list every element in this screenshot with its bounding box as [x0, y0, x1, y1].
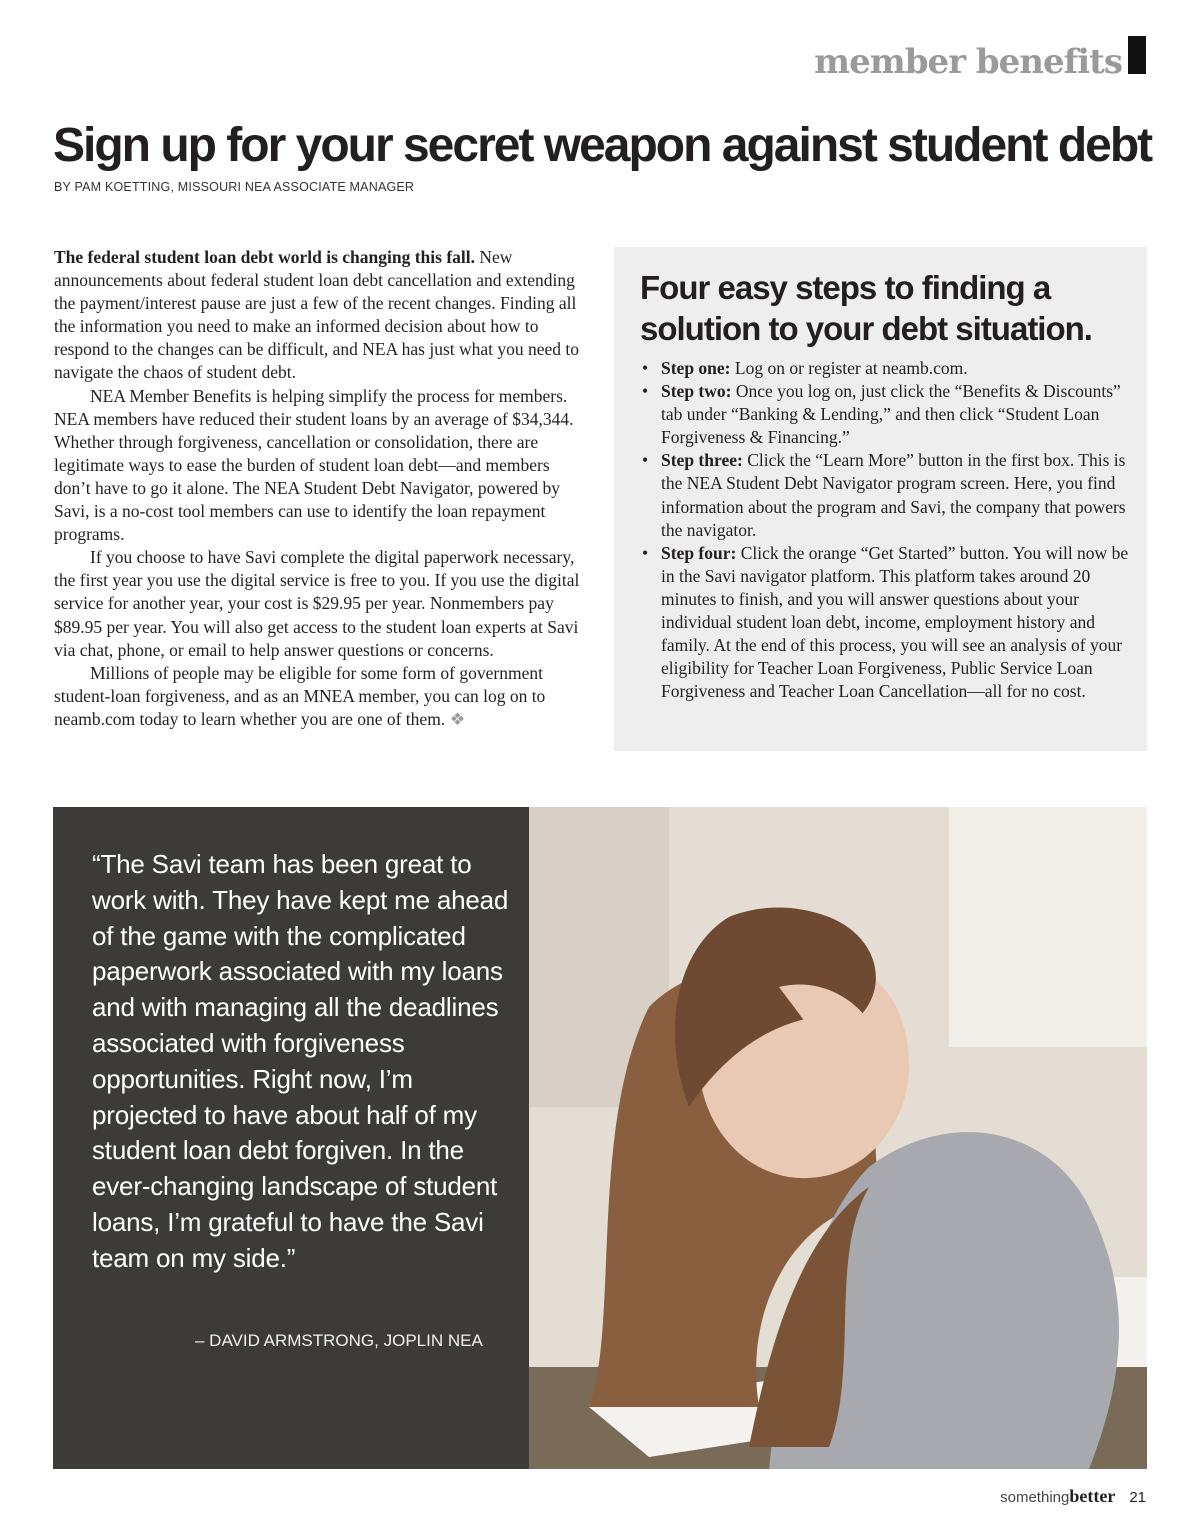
footer-brand-bold: better — [1069, 1486, 1116, 1506]
step-text: Once you log on, just click the “Benefits & Discounts” tab under “Banking & Lending,” and then click “Student Loan Forgiveness & Financing.” — [661, 381, 1121, 448]
article-paragraph-lead — [54, 246, 586, 385]
lead-sentence: The federal student loan debt world is changing this fall. — [54, 247, 476, 267]
article-body — [54, 246, 586, 731]
steps-list — [640, 357, 1130, 703]
byline: BY PAM KOETTING, MISSOURI NEA ASSOCIATE MANAGER — [54, 180, 415, 194]
testimonial-panel — [53, 807, 1147, 1469]
photo-illustration — [529, 807, 1147, 1469]
testimonial-quote: “The Savi team has been great to work with. They have kept me ahead of the game with the complicated paperwork associated with my loans and with managing all the deadlines associated with forgiveness opportunities. Right now, I’m projected to have about half of my student loan debt forgiven. In the ever-changing landscape of student loans, I’m grateful to have the Savi team on my side.” — [92, 849, 509, 1273]
step-item-three — [640, 449, 1130, 541]
step-item-four — [640, 542, 1130, 704]
quote-background — [53, 807, 529, 1469]
footer-brand-light: something — [1000, 1489, 1070, 1506]
page-number: 21 — [1129, 1489, 1146, 1506]
steps-sidebar — [614, 247, 1147, 751]
step-text: Click the orange “Get Started” button. You will now be in the Savi navigator platform. This platform takes around 20 minutes to finish, and you will answer questions about your individual student loan debt, income, employment history and family. At the end of this process, you will see an analysis of your eligibility for Teacher Loan Forgiveness, Public Service Loan Forgiveness and Teacher Loan Cancellation—all for no cost. — [661, 542, 1129, 702]
step-item-one — [640, 357, 1130, 380]
step-item-two — [640, 380, 1130, 449]
step-label: Step one: — [661, 358, 731, 378]
end-mark-icon: ❖ — [449, 708, 466, 729]
step-label: Step three: — [661, 450, 743, 471]
article-paragraph: NEA Member Benefits is helping simplify the process for members. NEA members have reduced their student loans by an average of $34,344. Whether through forgiveness, cancellation or consolidation, there are legitimate ways to ease the burden of student loan debt—and members don’t have to go it alone. The NEA Student Debt Navigator, powered by Savi, is a no-cost tool members can use to identify the loan repayment programs. — [54, 385, 574, 545]
article-paragraph: If you choose to have Savi complete the digital paperwork necessary, the first year you use the digital service is free to you. If you use the digital service for another year, your cost is $29.95 per year. Nonmembers pay $89.95 per year. You will also get access to the student loan experts at Savi via chat, phone, or email to help answer questions or concerns. — [54, 547, 580, 660]
final-text: Millions of people may be eligible for some form of government student-loan forgiveness, and as an MNEA member, you can log on to neamb.com today to learn whether you are one of them. — [54, 662, 546, 729]
lead-text: New announcements about federal student loan debt cancellation and extending the payment/interest pause are just a few of the recent changes. Finding all the information you need to make an informed decision about how to respond to the changes can be difficult, and NEA has just what you need to navigate the chaos of student debt. — [54, 247, 580, 383]
testimonial-attribution: – DAVID ARMSTRONG, JOPLIN NEA — [195, 1331, 483, 1350]
step-text: Click the “Learn More” button in the first box. This is the NEA Student Debt Navigator program screen. Here, you find information about the program and Savi, the company that powers the navigator. — [661, 450, 1126, 540]
step-text: Log on or register at neamb.com. — [730, 358, 968, 378]
article-title: Sign up for your secret weapon against student debt — [53, 119, 1152, 172]
section-label: member benefits — [814, 42, 1122, 82]
article-paragraph-final — [54, 662, 586, 731]
page-footer — [1000, 1484, 1146, 1510]
section-marker-bar — [1128, 36, 1146, 74]
step-label: Step four: — [661, 542, 737, 563]
sidebar-title: Four easy steps to finding a solution to your debt situation. — [640, 269, 1092, 347]
stressed-student-photo — [529, 807, 1147, 1469]
step-label: Step two: — [661, 381, 732, 402]
